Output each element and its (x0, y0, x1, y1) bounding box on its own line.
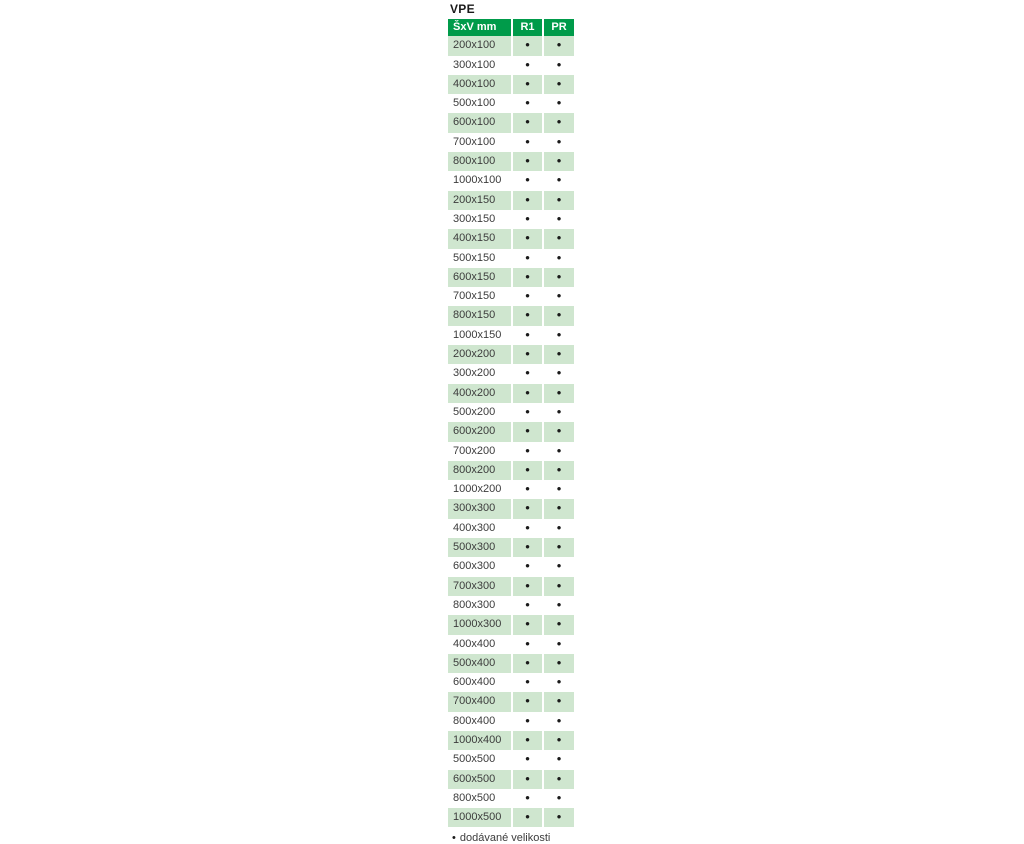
r1-availability-cell (513, 770, 542, 789)
availability-dot-icon: • (556, 95, 562, 111)
table-row (448, 461, 574, 480)
table-row (448, 36, 574, 55)
r1-availability-cell (513, 306, 542, 325)
table-row (448, 56, 574, 75)
r1-availability-cell (513, 442, 542, 461)
pr-availability-cell (544, 249, 574, 268)
r1-availability-cell (513, 191, 542, 210)
table-row (448, 692, 574, 711)
pr-availability-cell (544, 326, 574, 345)
r1-availability-cell (513, 673, 542, 692)
table-row (448, 789, 574, 808)
availability-dot-icon: • (556, 596, 562, 612)
table-row (448, 442, 574, 461)
availability-dot-icon: • (525, 346, 530, 362)
table-row (448, 364, 574, 383)
table-row (448, 171, 574, 190)
size-cell: 200x200 (448, 345, 511, 364)
size-cell: 700x150 (448, 287, 511, 306)
size-cell: 400x300 (448, 519, 511, 538)
availability-dot-icon: • (525, 577, 530, 593)
availability-dot-icon: • (525, 770, 530, 786)
table-row (448, 731, 574, 750)
pr-availability-cell (544, 384, 574, 403)
availability-dot-icon: • (556, 191, 562, 207)
table-row (448, 268, 574, 287)
pr-availability-cell (544, 673, 574, 692)
size-cell: 300x200 (448, 364, 511, 383)
availability-dot-icon: • (525, 423, 530, 439)
availability-dot-icon: • (556, 133, 562, 149)
pr-availability-cell (544, 210, 574, 229)
availability-dot-icon: • (525, 809, 530, 825)
availability-dot-icon: • (556, 461, 562, 477)
availability-dot-icon: • (525, 616, 530, 632)
availability-dot-icon: • (556, 770, 562, 786)
availability-dot-icon: • (525, 288, 530, 304)
availability-dot-icon: • (556, 230, 562, 246)
pr-availability-cell (544, 113, 574, 132)
availability-dot-icon: • (525, 674, 530, 690)
availability-dot-icon: • (556, 307, 562, 323)
pr-availability-cell (544, 731, 574, 750)
size-cell: 700x300 (448, 577, 511, 596)
r1-availability-cell (513, 557, 542, 576)
availability-dot-icon: • (556, 114, 562, 130)
pr-availability-cell (544, 461, 574, 480)
availability-dot-icon: • (556, 558, 562, 574)
pr-availability-cell (544, 268, 574, 287)
table-row (448, 770, 574, 789)
r1-availability-cell (513, 56, 542, 75)
availability-dot-icon: • (556, 172, 562, 188)
availability-dot-icon: • (525, 326, 530, 342)
r1-availability-cell (513, 229, 542, 248)
size-cell: 400x100 (448, 75, 511, 94)
availability-dot-icon: • (556, 403, 562, 419)
table-row (448, 808, 574, 827)
availability-dot-icon: • (525, 37, 530, 53)
size-cell: 700x100 (448, 133, 511, 152)
availability-dot-icon: • (556, 423, 562, 439)
table-row (448, 712, 574, 731)
table-row (448, 499, 574, 518)
availability-dot-icon: • (525, 133, 530, 149)
size-cell: 800x500 (448, 789, 511, 808)
table-row (448, 249, 574, 268)
availability-dot-icon: • (556, 56, 562, 72)
table-row (448, 480, 574, 499)
pr-availability-cell (544, 692, 574, 711)
table-row (448, 654, 574, 673)
r1-availability-cell (513, 326, 542, 345)
availability-dot-icon: • (556, 539, 562, 555)
size-cell: 1000x400 (448, 731, 511, 750)
availability-dot-icon: • (556, 712, 562, 728)
availability-dot-icon: • (556, 288, 562, 304)
availability-dot-icon: • (556, 654, 562, 670)
size-cell: 500x200 (448, 403, 511, 422)
pr-availability-cell (544, 577, 574, 596)
table-row (448, 403, 574, 422)
pr-availability-cell (544, 750, 574, 769)
availability-dot-icon: • (525, 307, 530, 323)
availability-dot-icon: • (556, 731, 562, 747)
availability-dot-icon: • (556, 153, 562, 169)
pr-availability-cell (544, 345, 574, 364)
size-cell: 800x100 (448, 152, 511, 171)
availability-dot-icon: • (525, 751, 530, 767)
availability-dot-icon: • (525, 172, 530, 188)
pr-availability-cell (544, 770, 574, 789)
availability-dot-icon: • (525, 500, 530, 516)
availability-dot-icon: • (525, 461, 530, 477)
table-row (448, 538, 574, 557)
availability-dot-icon: • (525, 268, 530, 284)
pr-availability-cell (544, 94, 574, 113)
availability-dot-icon: • (556, 268, 562, 284)
availability-dot-icon: • (525, 210, 530, 226)
table-row (448, 577, 574, 596)
availability-dot-icon: • (556, 635, 562, 651)
r1-availability-cell (513, 519, 542, 538)
r1-availability-cell (513, 422, 542, 441)
pr-availability-cell (544, 403, 574, 422)
pr-availability-cell (544, 789, 574, 808)
r1-availability-cell (513, 538, 542, 557)
size-cell: 600x400 (448, 673, 511, 692)
size-cell: 300x100 (448, 56, 511, 75)
table-row (448, 596, 574, 615)
availability-dot-icon: • (556, 519, 562, 535)
size-cell: 400x400 (448, 635, 511, 654)
r1-availability-cell (513, 596, 542, 615)
availability-dot-icon: • (525, 384, 530, 400)
size-cell: 800x150 (448, 306, 511, 325)
r1-availability-cell (513, 287, 542, 306)
column-header-pr: PR (544, 19, 574, 36)
pr-availability-cell (544, 480, 574, 499)
availability-dot-icon: • (525, 558, 530, 574)
size-cell: 500x400 (448, 654, 511, 673)
table-row (448, 191, 574, 210)
size-cell: 700x400 (448, 692, 511, 711)
availability-dot-icon: • (556, 210, 562, 226)
table-row (448, 615, 574, 634)
availability-dot-icon: • (525, 403, 530, 419)
column-header-r1: R1 (513, 19, 542, 36)
availability-dot-icon: • (525, 539, 530, 555)
table-row (448, 113, 574, 132)
legend-text: dodávané velikosti (459, 832, 551, 844)
size-cell: 500x500 (448, 750, 511, 769)
size-cell: 600x500 (448, 770, 511, 789)
pr-availability-cell (544, 808, 574, 827)
availability-dot-icon: • (556, 789, 562, 805)
r1-availability-cell (513, 692, 542, 711)
r1-availability-cell (513, 36, 542, 55)
pr-availability-cell (544, 499, 574, 518)
r1-availability-cell (513, 171, 542, 190)
table-row (448, 673, 574, 692)
availability-dot-icon: • (556, 751, 562, 767)
table-title: VPE (450, 2, 475, 16)
r1-availability-cell (513, 94, 542, 113)
pr-availability-cell (544, 635, 574, 654)
pr-availability-cell (544, 538, 574, 557)
pr-availability-cell (544, 615, 574, 634)
pr-availability-cell (544, 557, 574, 576)
table-row (448, 133, 574, 152)
pr-availability-cell (544, 229, 574, 248)
pr-availability-cell (544, 306, 574, 325)
vpe-table-block (446, 2, 586, 844)
availability-dot-icon: • (556, 674, 562, 690)
size-cell: 400x150 (448, 229, 511, 248)
availability-dot-icon: • (525, 654, 530, 670)
availability-dot-icon: • (525, 191, 530, 207)
r1-availability-cell (513, 345, 542, 364)
availability-dot-icon: • (525, 114, 530, 130)
availability-dot-icon: • (556, 346, 562, 362)
table-row (448, 210, 574, 229)
r1-availability-cell (513, 750, 542, 769)
table-row (448, 422, 574, 441)
pr-availability-cell (544, 519, 574, 538)
availability-dot-icon: • (556, 481, 562, 497)
pr-availability-cell (544, 75, 574, 94)
size-cell: 500x150 (448, 249, 511, 268)
table-row (448, 384, 574, 403)
r1-availability-cell (513, 654, 542, 673)
availability-dot-icon: • (525, 693, 530, 709)
r1-availability-cell (513, 75, 542, 94)
size-cell: 800x200 (448, 461, 511, 480)
pr-availability-cell (544, 364, 574, 383)
pr-availability-cell (544, 422, 574, 441)
table-row (448, 75, 574, 94)
bullet-icon: • (452, 832, 456, 844)
r1-availability-cell (513, 731, 542, 750)
table-row (448, 152, 574, 171)
availability-dot-icon: • (525, 519, 530, 535)
size-cell: 800x300 (448, 596, 511, 615)
size-cell: 200x150 (448, 191, 511, 210)
r1-availability-cell (513, 403, 542, 422)
availability-dot-icon: • (556, 37, 562, 53)
table-row (448, 750, 574, 769)
r1-availability-cell (513, 461, 542, 480)
r1-availability-cell (513, 480, 542, 499)
availability-dot-icon: • (525, 635, 530, 651)
size-cell: 500x300 (448, 538, 511, 557)
pr-availability-cell (544, 133, 574, 152)
size-cell: 1000x100 (448, 171, 511, 190)
availability-dot-icon: • (556, 809, 562, 825)
r1-availability-cell (513, 133, 542, 152)
size-availability-table (446, 19, 576, 827)
size-cell: 500x100 (448, 94, 511, 113)
availability-dot-icon: • (525, 75, 530, 91)
size-cell: 600x300 (448, 557, 511, 576)
availability-dot-icon: • (525, 230, 530, 246)
r1-availability-cell (513, 384, 542, 403)
r1-availability-cell (513, 789, 542, 808)
availability-dot-icon: • (525, 249, 530, 265)
r1-availability-cell (513, 635, 542, 654)
availability-dot-icon: • (525, 481, 530, 497)
pr-availability-cell (544, 171, 574, 190)
r1-availability-cell (513, 808, 542, 827)
pr-availability-cell (544, 191, 574, 210)
size-cell: 700x200 (448, 442, 511, 461)
table-row (448, 326, 574, 345)
availability-dot-icon: • (525, 442, 530, 458)
pr-availability-cell (544, 712, 574, 731)
pr-availability-cell (544, 596, 574, 615)
size-cell: 300x300 (448, 499, 511, 518)
pr-availability-cell (544, 287, 574, 306)
table-row (448, 306, 574, 325)
availability-dot-icon: • (556, 500, 562, 516)
availability-dot-icon: • (556, 442, 562, 458)
r1-availability-cell (513, 364, 542, 383)
size-cell: 800x400 (448, 712, 511, 731)
r1-availability-cell (513, 113, 542, 132)
r1-availability-cell (513, 210, 542, 229)
size-cell: 1000x150 (448, 326, 511, 345)
column-header-size: ŠxV mm (448, 19, 511, 36)
legend-note (446, 832, 586, 844)
table-row (448, 557, 574, 576)
availability-dot-icon: • (525, 56, 530, 72)
size-cell: 300x150 (448, 210, 511, 229)
availability-dot-icon: • (556, 577, 562, 593)
availability-dot-icon: • (556, 75, 562, 91)
availability-dot-icon: • (556, 616, 562, 632)
table-row (448, 345, 574, 364)
r1-availability-cell (513, 615, 542, 634)
pr-availability-cell (544, 654, 574, 673)
availability-dot-icon: • (556, 693, 562, 709)
r1-availability-cell (513, 712, 542, 731)
header-row (448, 19, 574, 36)
pr-availability-cell (544, 56, 574, 75)
r1-availability-cell (513, 577, 542, 596)
size-cell: 600x150 (448, 268, 511, 287)
table-row (448, 635, 574, 654)
availability-dot-icon: • (525, 365, 530, 381)
size-cell: 400x200 (448, 384, 511, 403)
availability-dot-icon: • (556, 249, 562, 265)
table-row (448, 229, 574, 248)
table-row (448, 287, 574, 306)
size-cell: 600x200 (448, 422, 511, 441)
size-cell: 1000x500 (448, 808, 511, 827)
pr-availability-cell (544, 152, 574, 171)
availability-dot-icon: • (525, 596, 530, 612)
size-cell: 200x100 (448, 36, 511, 55)
availability-dot-icon: • (525, 153, 530, 169)
availability-dot-icon: • (556, 326, 562, 342)
size-cell: 600x100 (448, 113, 511, 132)
availability-dot-icon: • (525, 731, 530, 747)
r1-availability-cell (513, 268, 542, 287)
availability-dot-icon: • (556, 365, 562, 381)
availability-dot-icon: • (556, 384, 562, 400)
size-cell: 1000x300 (448, 615, 511, 634)
table-body (448, 36, 574, 827)
size-cell: 1000x200 (448, 480, 511, 499)
availability-dot-icon: • (525, 789, 530, 805)
table-row (448, 94, 574, 113)
r1-availability-cell (513, 152, 542, 171)
availability-dot-icon: • (525, 95, 530, 111)
table-row (448, 519, 574, 538)
pr-availability-cell (544, 36, 574, 55)
availability-dot-icon: • (525, 712, 530, 728)
r1-availability-cell (513, 249, 542, 268)
r1-availability-cell (513, 499, 542, 518)
pr-availability-cell (544, 442, 574, 461)
